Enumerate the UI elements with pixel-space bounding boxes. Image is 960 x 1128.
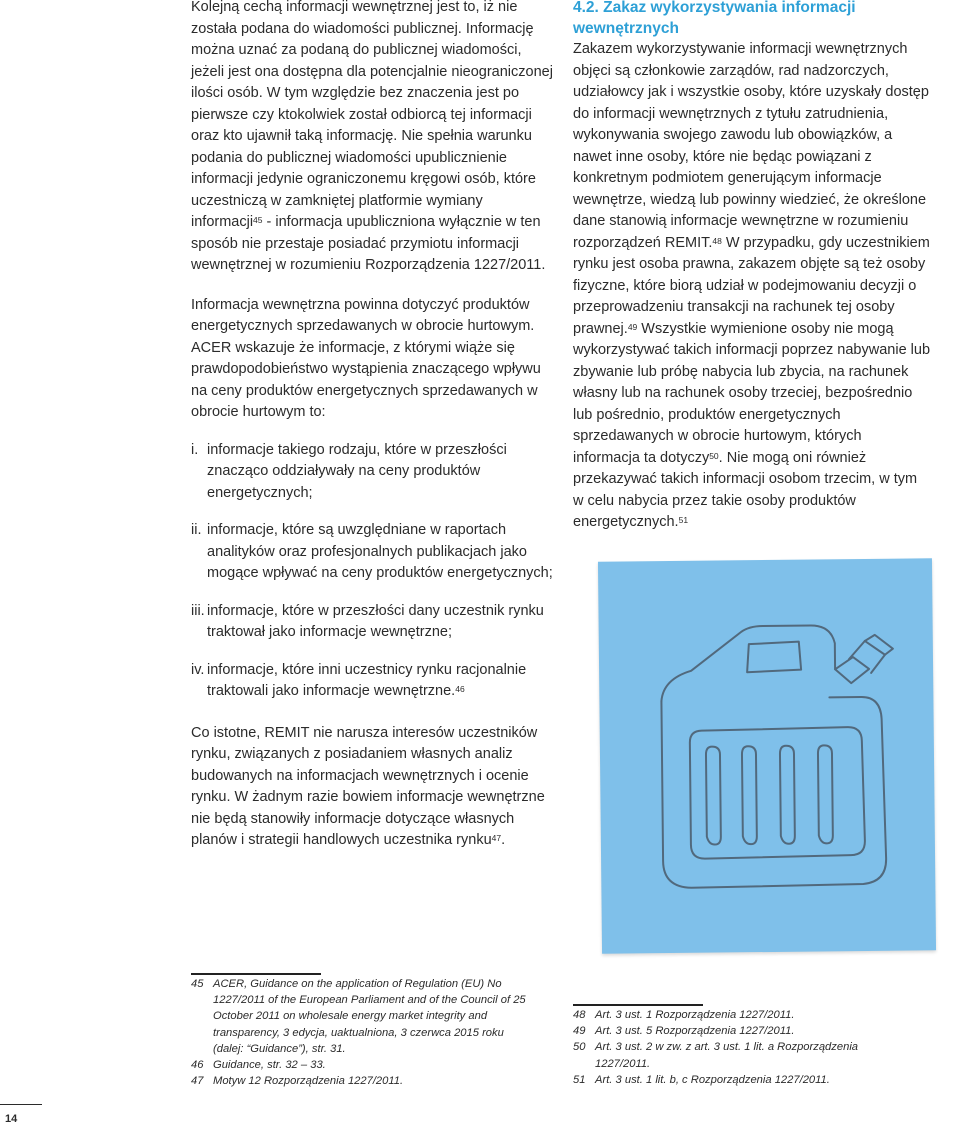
footnotes-left [191, 973, 536, 1089]
left-column [191, 0, 553, 852]
footnote-ref-45[interactable]: 45 [253, 215, 263, 225]
list-number: ii. [191, 522, 202, 538]
footnote-divider [573, 1004, 703, 1006]
list-text: informacje, które inni uczestnicy rynku racjonalnie traktowali jako informacje wewnętrzne.$^{46}$ [207, 661, 527, 699]
footnote: 49 Art. 3 ust. 5 Rozporządzenia 1227/2011. [573, 1025, 795, 1038]
paragraph-insider-dealing-ban: Zakazem wykorzystywanie informacji wewnętrznych objęci są członkowie zarządów, rad nadzorczych, udziałowcy jak i wszystkie osoby, które uzyskały dostęp do informacji wewnętrznych z tytułu zatrudnienia, wykonywania swojego zawodu lub obowiązków, a nawet inne osoby, które nie będąc powiązani z konkretnym podmiotem generującym informacje wewnętrze, wiedzą lub powinny wiedzieć, że określone dane stanowią informacje wewnętrzne w rozumieniu rozporządzeń REMIT.$^{48}$ W przypadku, gdy uczestnikiem rynku jest osoba prawna, zakazem objęte są też osoby fizyczne, które biorą udział w podejmowaniu decyzji o przeprowadzeniu transakcji na rachunek tej osoby prawnej.$^{49}$ Wszystkie wymienione osoby nie mogą wykorzystywać takich informacji poprzez nabywanie lub zbywanie lub próbę nabycia lub zbycia, na rachunek własny lub na rachunek osoby trzeciej, bezpośrednio lub pośrednio, produktów energetycznych sprzedawanych w obrocie hurtowym, których informacja ta dotyczy$^{50}$. Nie mogą oni również przekazywać takich informacji osobom trzecim, w tym w celu nabycia przez takie osoby produktów energetycznych.$^{51}$ [573, 41, 931, 530]
section-heading: 4.2. Zakaz wykorzystywania informacji wewnętrznych [573, 0, 856, 37]
footnote: 46 Guidance, str. 32 – 33. [191, 1059, 326, 1072]
list-number: iii. [191, 602, 205, 619]
footnote-ref-51[interactable]: 51 [678, 515, 689, 525]
list-text: informacje, które w przeszłości dany uczestnik rynku traktował jako informacje wewnętrzne; [207, 602, 544, 640]
right-column [573, 0, 931, 534]
paragraph-public-information: Kolejną cechą informacji wewnętrznej jest to, iż nie została podana do wiadomości publicznej. Informację można uznać za podaną do publicznej wiadomości, jeżeli jest ona dostępna dla potencjalnie nieograniczonej ilości osób. W tym względzie bez znaczenia jest po pierwsze czy ktokolwiek został odbiorcą tej informacji oraz kto ujawnił taką informację. Nie spełnia warunku podania do publicznej wiadomości upublicznienie informacji jedynie ograniczonemu kręgowi osób, które uczestniczą w zamkniętej platformie wymiany informacji$^{45}$ - informacja upubliczniona wyłącznie w ten sposób nie przestaje posiadać przymiotu informacji wewnętrznej w rozumieniu Rozporządzenia 1227/2011. [191, 0, 553, 273]
list-number: i. [191, 441, 199, 458]
footnote: 45 ACER, Guidance on the application of Regulation (EU) No 1227/2011 of the European Parliament and of the Council of 25 October 2011 on wholesale energy market integrity and transparency, 3 edycja, uaktualniona, 3 czerwca 2015 roku (dalej: “Guidance”), str. 31. [191, 978, 526, 1055]
footnote-divider [191, 973, 321, 975]
list-text: informacje, które są uwzględniane w raportach analityków oraz profesjonalnych publikacjach jako mogące wpływać na ceny produktów energetycznych; [207, 522, 553, 581]
footnotes-right [573, 1004, 913, 1088]
footnote: 48 Art. 3 ust. 1 Rozporządzenia 1227/2011. [573, 1009, 795, 1021]
footnote-ref-49[interactable]: 49 [627, 321, 638, 332]
list-text: informacje takiego rodzaju, które w przeszłości znacząco oddziaływały na ceny produktów energetycznych; [207, 441, 507, 501]
list-item [191, 520, 553, 585]
paragraph-wholesale-products: Informacja wewnętrzna powinna dotyczyć produktów energetycznych sprzedawanych w obrocie hurtowym. ACER wskazuje że informacje, z którymi wiąże się prawdopodobieństwo wystąpienia znaczącego wpływu na ceny produktów energetycznych sprzedawanych w obrocie hurtowym to: [191, 296, 541, 420]
page-number: 14 [5, 1113, 18, 1125]
fuel-canister-sketch-icon [598, 558, 936, 953]
footnote-ref-47[interactable]: 47 [491, 833, 502, 843]
list-item [191, 660, 553, 703]
page-number-rule [0, 1104, 42, 1105]
footnote: 50 Art. 3 ust. 2 w zw. z art. 3 ust. 1 lit. a Rozporządzenia 1227/2011. [573, 1041, 859, 1070]
paragraph-closing: Co istotne, REMIT nie narusza interesów uczestników rynku, związanych z posiadaniem własnych analiz budowanych na informacjach wewnętrznych i ocenie rynku. W żadnym razie bowiem informacje wewnętrzne nie będą stanowiły informacje dotyczące własnych planów i strategii handlowych uczestnika rynku$^{47}$. [191, 724, 545, 848]
list-item [191, 601, 553, 644]
footnote: 51 Art. 3 ust. 1 lit. b, c Rozporządzenia 1227/2011. [573, 1073, 830, 1086]
footnote-ref-50[interactable]: 50 [709, 450, 719, 461]
footnote: 47 Motyw 12 Rozporządzenia 1227/2011. [191, 1075, 404, 1088]
list-item [191, 440, 553, 505]
sticky-note-illustration [598, 558, 936, 953]
list-number: iv. [191, 661, 205, 678]
footnote-ref-48[interactable]: 48 [712, 235, 722, 246]
footnote-ref-46[interactable]: 46 [455, 684, 465, 694]
